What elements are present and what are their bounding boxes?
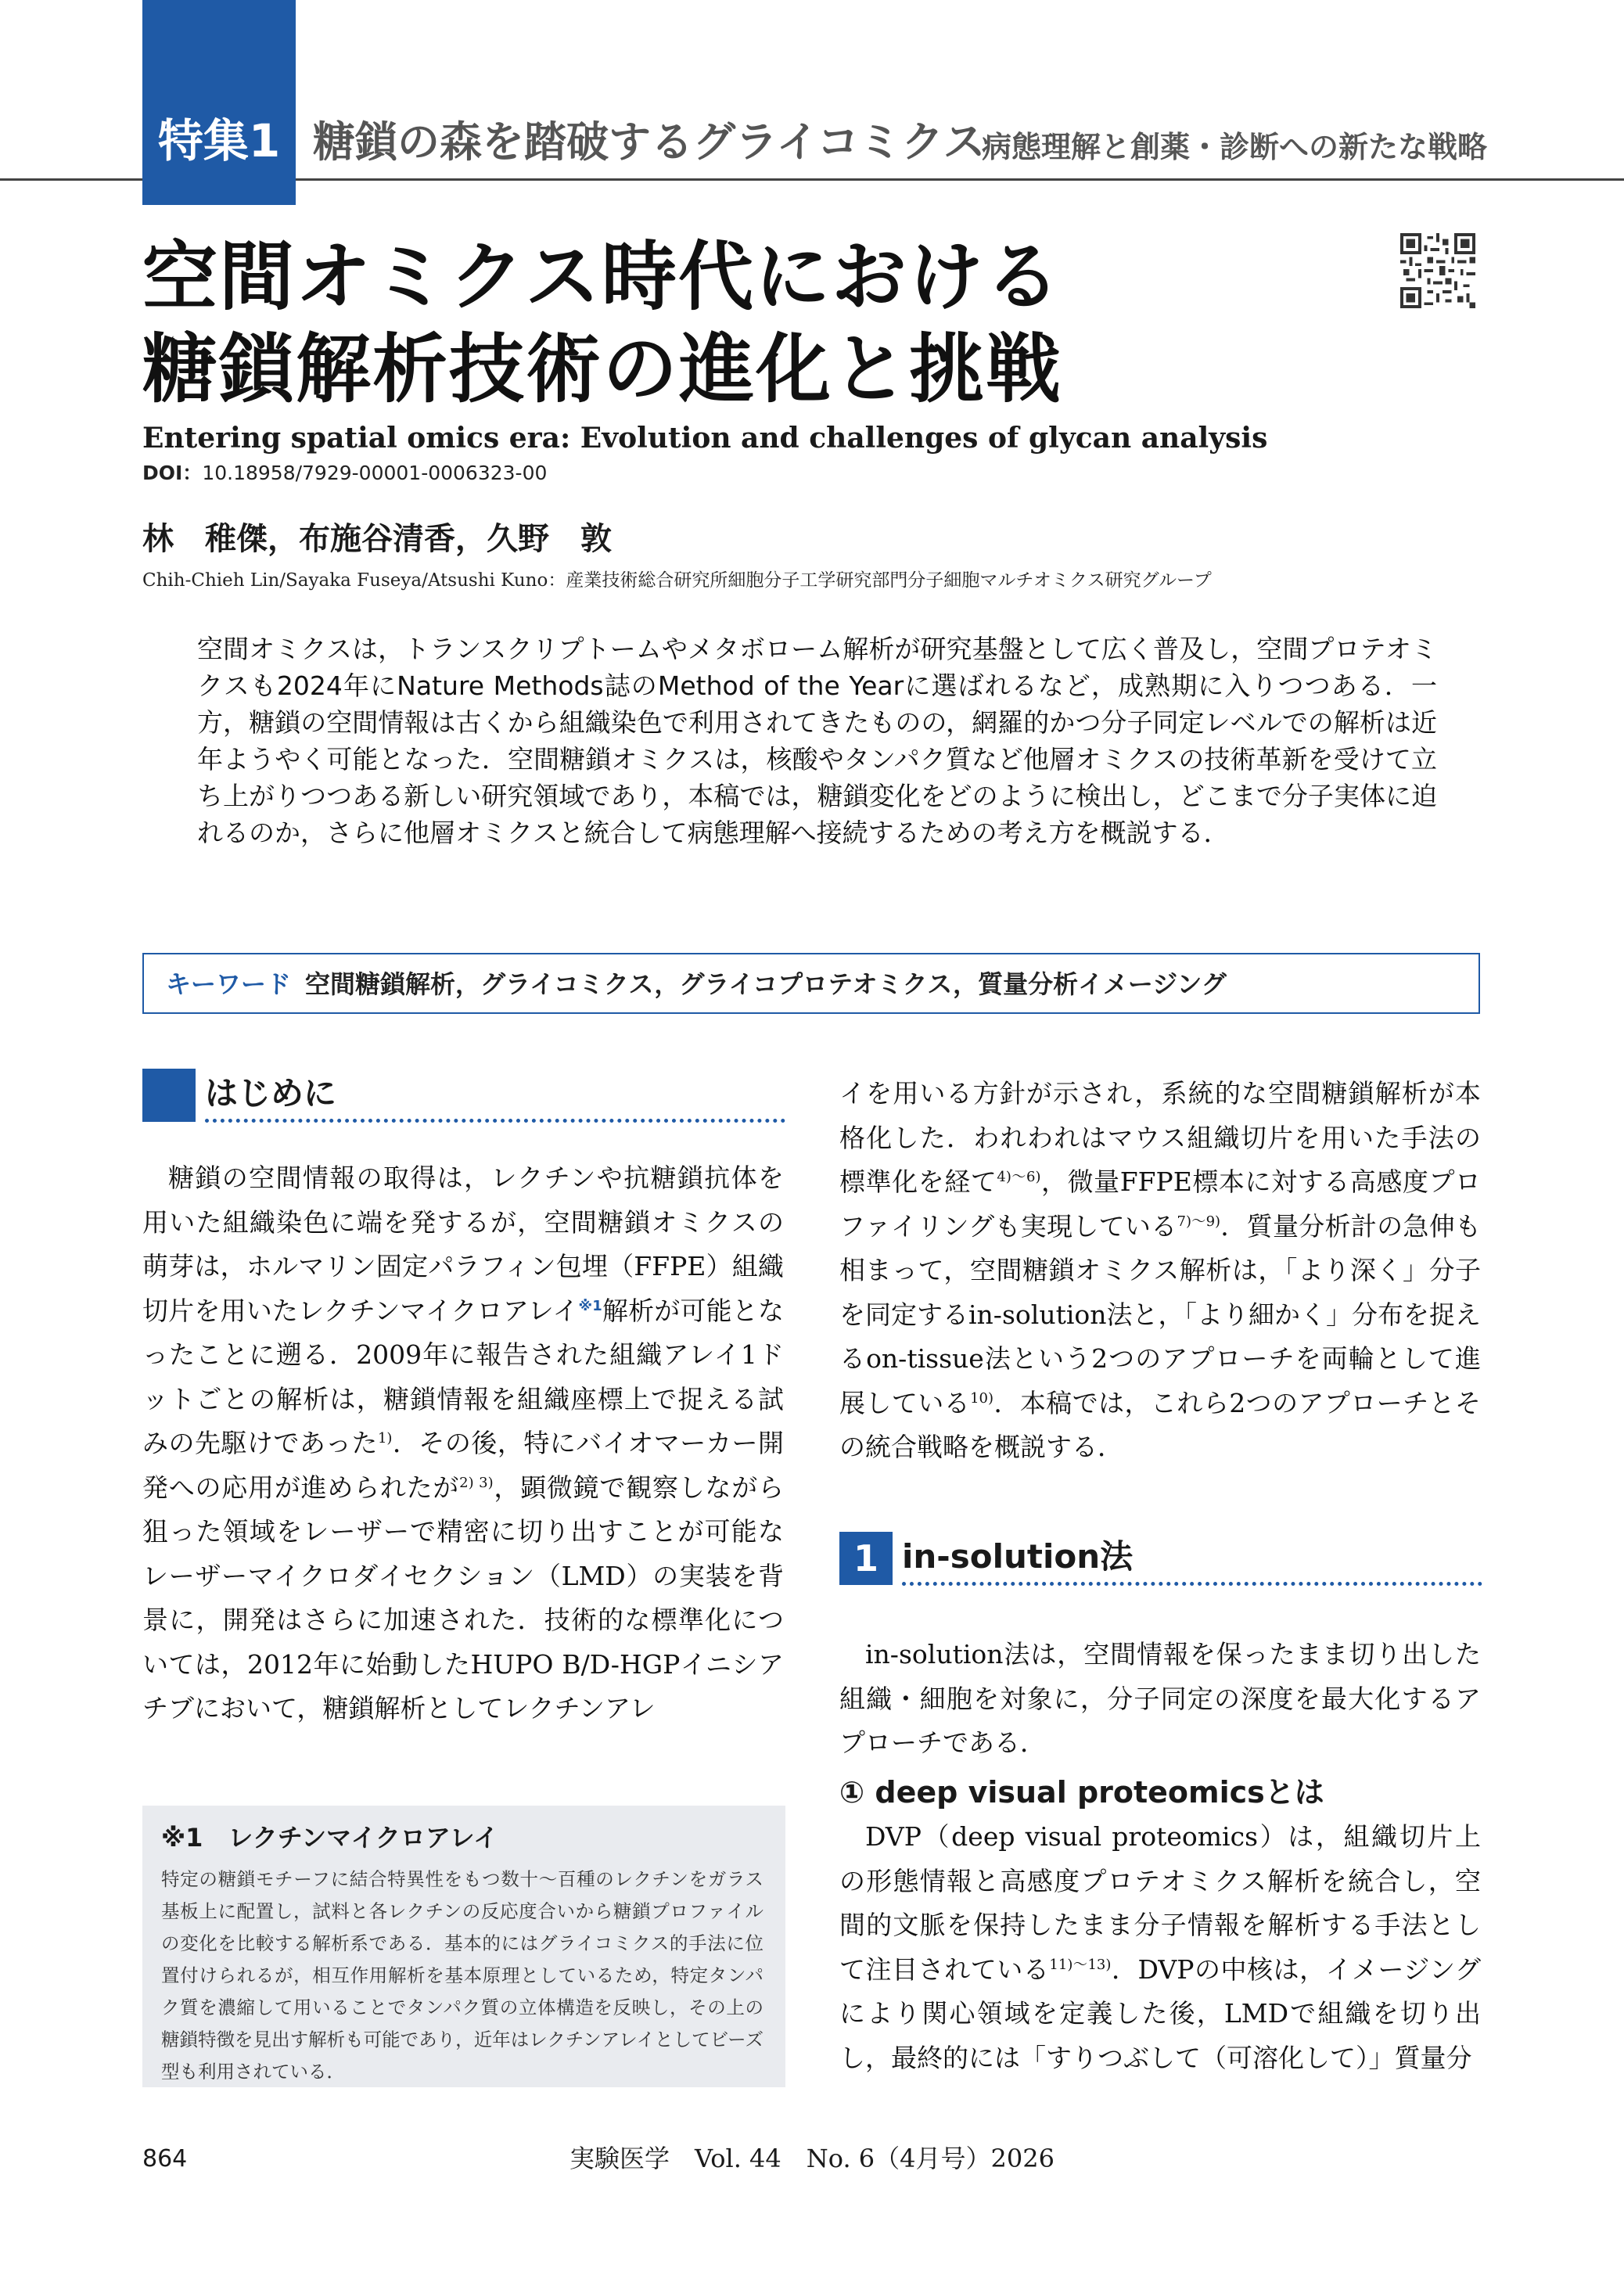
section-heading-1 <box>839 1532 1482 1590</box>
text-run: ，顕微鏡で観察しながら狙った領域をレーザーで精密に切り出すことが可能なレーザーマイクロダイセクション（LMD）の実装を背景に，開発はさらに加速された．技術的な標準化については，2012年に始動したHUPO B/D-HGPイニシアチブにおいて，糖鎖解析としてレクチンアレ <box>142 1472 785 1723</box>
footnote-box <box>142 1806 785 2087</box>
journal-info: 実験医学 Vol. 44 No. 6（4月号）2026 <box>569 2144 1055 2173</box>
text-run: 糖鎖の空間情報の取得は，レクチンや抗糖鎖抗体を用いた組織染色に端を発するが，空間糖鎖オミクスの萌芽は，ホルマリン固定パラフィン包埋（FFPE）組織切片を用いたレクチンマイクロアレイ <box>142 1163 784 1326</box>
dotted-rule <box>902 1582 1482 1586</box>
text-run: ．質量分析計の急伸も相まって，空間糖鎖オミクス解析は，「より深く」分子を同定するin-solution法と，「より細かく」分布を捉えるon-tissue法という2つのアプローチを両輪として進展している <box>839 1210 1482 1418</box>
series-title: 糖鎖の森を踏破するグライコミクス <box>313 117 986 167</box>
reference-marker[interactable]: 11)～13) <box>1049 1956 1112 1973</box>
reference-marker[interactable]: 2) 3) <box>459 1474 494 1491</box>
dotted-rule <box>205 1119 785 1123</box>
section-title: はじめに <box>205 1074 337 1112</box>
keywords-box <box>142 953 1480 1014</box>
reference-marker[interactable]: 7)～9) <box>1177 1213 1221 1230</box>
section-number: 1 <box>839 1532 893 1585</box>
keywords-text: 空間糖鎖解析，グライコミクス，グライコプロテオミクス，質量分析イメージング <box>305 969 1227 999</box>
footnote-title: ※1 レクチンマイクロアレイ <box>161 1823 498 1853</box>
special-feature-label: 特集1 <box>157 114 281 167</box>
series-subtitle: 病態理解と創薬・診断への新たな戦略 <box>982 130 1488 164</box>
text-run: ．DVPの中核は，イメージングにより関心領域を定義した後，LMDで組織を切り出し，最終的には「すりつぶして（可溶化して）」質量分 <box>839 1953 1482 2073</box>
qr-code-icon[interactable] <box>1400 233 1475 308</box>
reference-marker[interactable]: 1) <box>377 1430 393 1447</box>
intro-body-right <box>839 1072 1481 1470</box>
section-marker <box>142 1069 196 1122</box>
reference-marker[interactable]: 10) <box>970 1389 994 1407</box>
doi-link[interactable]: 10.18958/7929-00001-0006323-00 <box>202 462 548 484</box>
paragraph <box>142 1156 784 1731</box>
article-title-line2: 糖鎖解析技術の進化と挑戦 <box>142 325 1062 413</box>
intro-body-left <box>142 1156 784 1731</box>
keywords-label: キーワード <box>166 969 292 999</box>
text-run: ．その後，特にバイオマーカー開発への応用が進められたが <box>142 1428 784 1503</box>
section1-intro-paragraph <box>839 1633 1481 1766</box>
doi-label: DOI： <box>142 462 203 484</box>
paragraph <box>839 1815 1481 2080</box>
doi-line <box>142 460 547 487</box>
text-run: ．本稿では，これら2つのアプローチとその統合戦略を概説する． <box>839 1387 1482 1462</box>
text-run: 解析が可能となったことに遡る．2009年に報告された組織アレイ1ドットごとの解析は，糖鎖情報を組織座標上で捉える試みの先駆けであった <box>142 1295 785 1458</box>
section1-body <box>839 1815 1481 2080</box>
footnote-marker[interactable]: ※1 <box>578 1297 602 1314</box>
reference-marker[interactable]: 4)～6) <box>997 1169 1041 1185</box>
section-title: in-solution法 <box>902 1537 1134 1576</box>
affiliation: Chih-Chieh Lin/Sayaka Fuseya/Atsushi Kuno：産業技術総合研究所細胞分子工学研究部門分子細胞マルチオミクス研究グループ <box>142 570 1212 591</box>
article-title-english: Entering spatial omics era: Evolution and challenges of glycan analysis <box>142 422 1268 455</box>
paragraph: in-solution法は，空間情報を保ったまま切り出した組織・細胞を対象に，分子同定の深度を最大化するアプローチである． <box>839 1639 1481 1758</box>
text-run: DVP（deep visual proteomics）は，組織切片上の形態情報と高感度プロテオミクス解析を統合し，空間的文脈を保持したまま分子情報を解析する手法として注目されている <box>839 1821 1481 1985</box>
authors: 林 稚傑，布施谷清香，久野 敦 <box>142 521 612 557</box>
subsection-heading: ① deep visual proteomicsとは <box>839 1775 1324 1810</box>
abstract: 空間オミクスは，トランスクリプトームやメタボローム解析が研究基盤として広く普及し，空間プロテオミクスも2024年にNature Methods誌のMethod of the Yearに選ばれるなど，成熟期に入りつつある．一方，糖鎖の空間情報は古くから組織染色で利用されてきたものの，網羅的かつ分子同定レベルでの解析は近年ようやく可能となった．空間糖鎖オミクスは，核酸やタンパク質など他層オミクスの技術革新を受けて立ち上がりつつある新しい研究領域であり，本稿では，糖鎖変化をどのように検出し，どこまで分子実体に迫れるのか，さらに他層オミクスと統合して病態理解へ接続するための考え方を概説する． <box>197 634 1437 848</box>
text-run: ，微量FFPE標本に対する高感度プロファイリングも実現している <box>839 1166 1482 1242</box>
section-heading-intro <box>142 1069 785 1127</box>
footnote-text: 特定の糖鎖モチーフに結合特異性をもつ数十～百種のレクチンをガラス基板上に配置し，試料と各レクチンの反応度合いから糖鎖プロファイルの変化を比較する解析系である．基本的にはグライコミクス的手法に位置付けられるが，相互作用解析を基本原理としているため，特定タンパク質を濃縮して用いることでタンパク質の立体構造を反映し，その上の糖鎖特徴を見出す解析も可能であり，近年はレクチンアレイとしてビーズ型も利用されている． <box>161 1868 763 2083</box>
article-title-line1: 空間オミクス時代における <box>142 233 1062 321</box>
special-feature-tab <box>142 0 296 205</box>
paragraph <box>839 1072 1481 1470</box>
page-number: 864 <box>142 2145 188 2173</box>
text-run: イを用いる方針が示され，系統的な空間糖鎖解析が本格化した．われわれはマウス組織切片を用いた手法の標準化を経て <box>839 1078 1481 1197</box>
